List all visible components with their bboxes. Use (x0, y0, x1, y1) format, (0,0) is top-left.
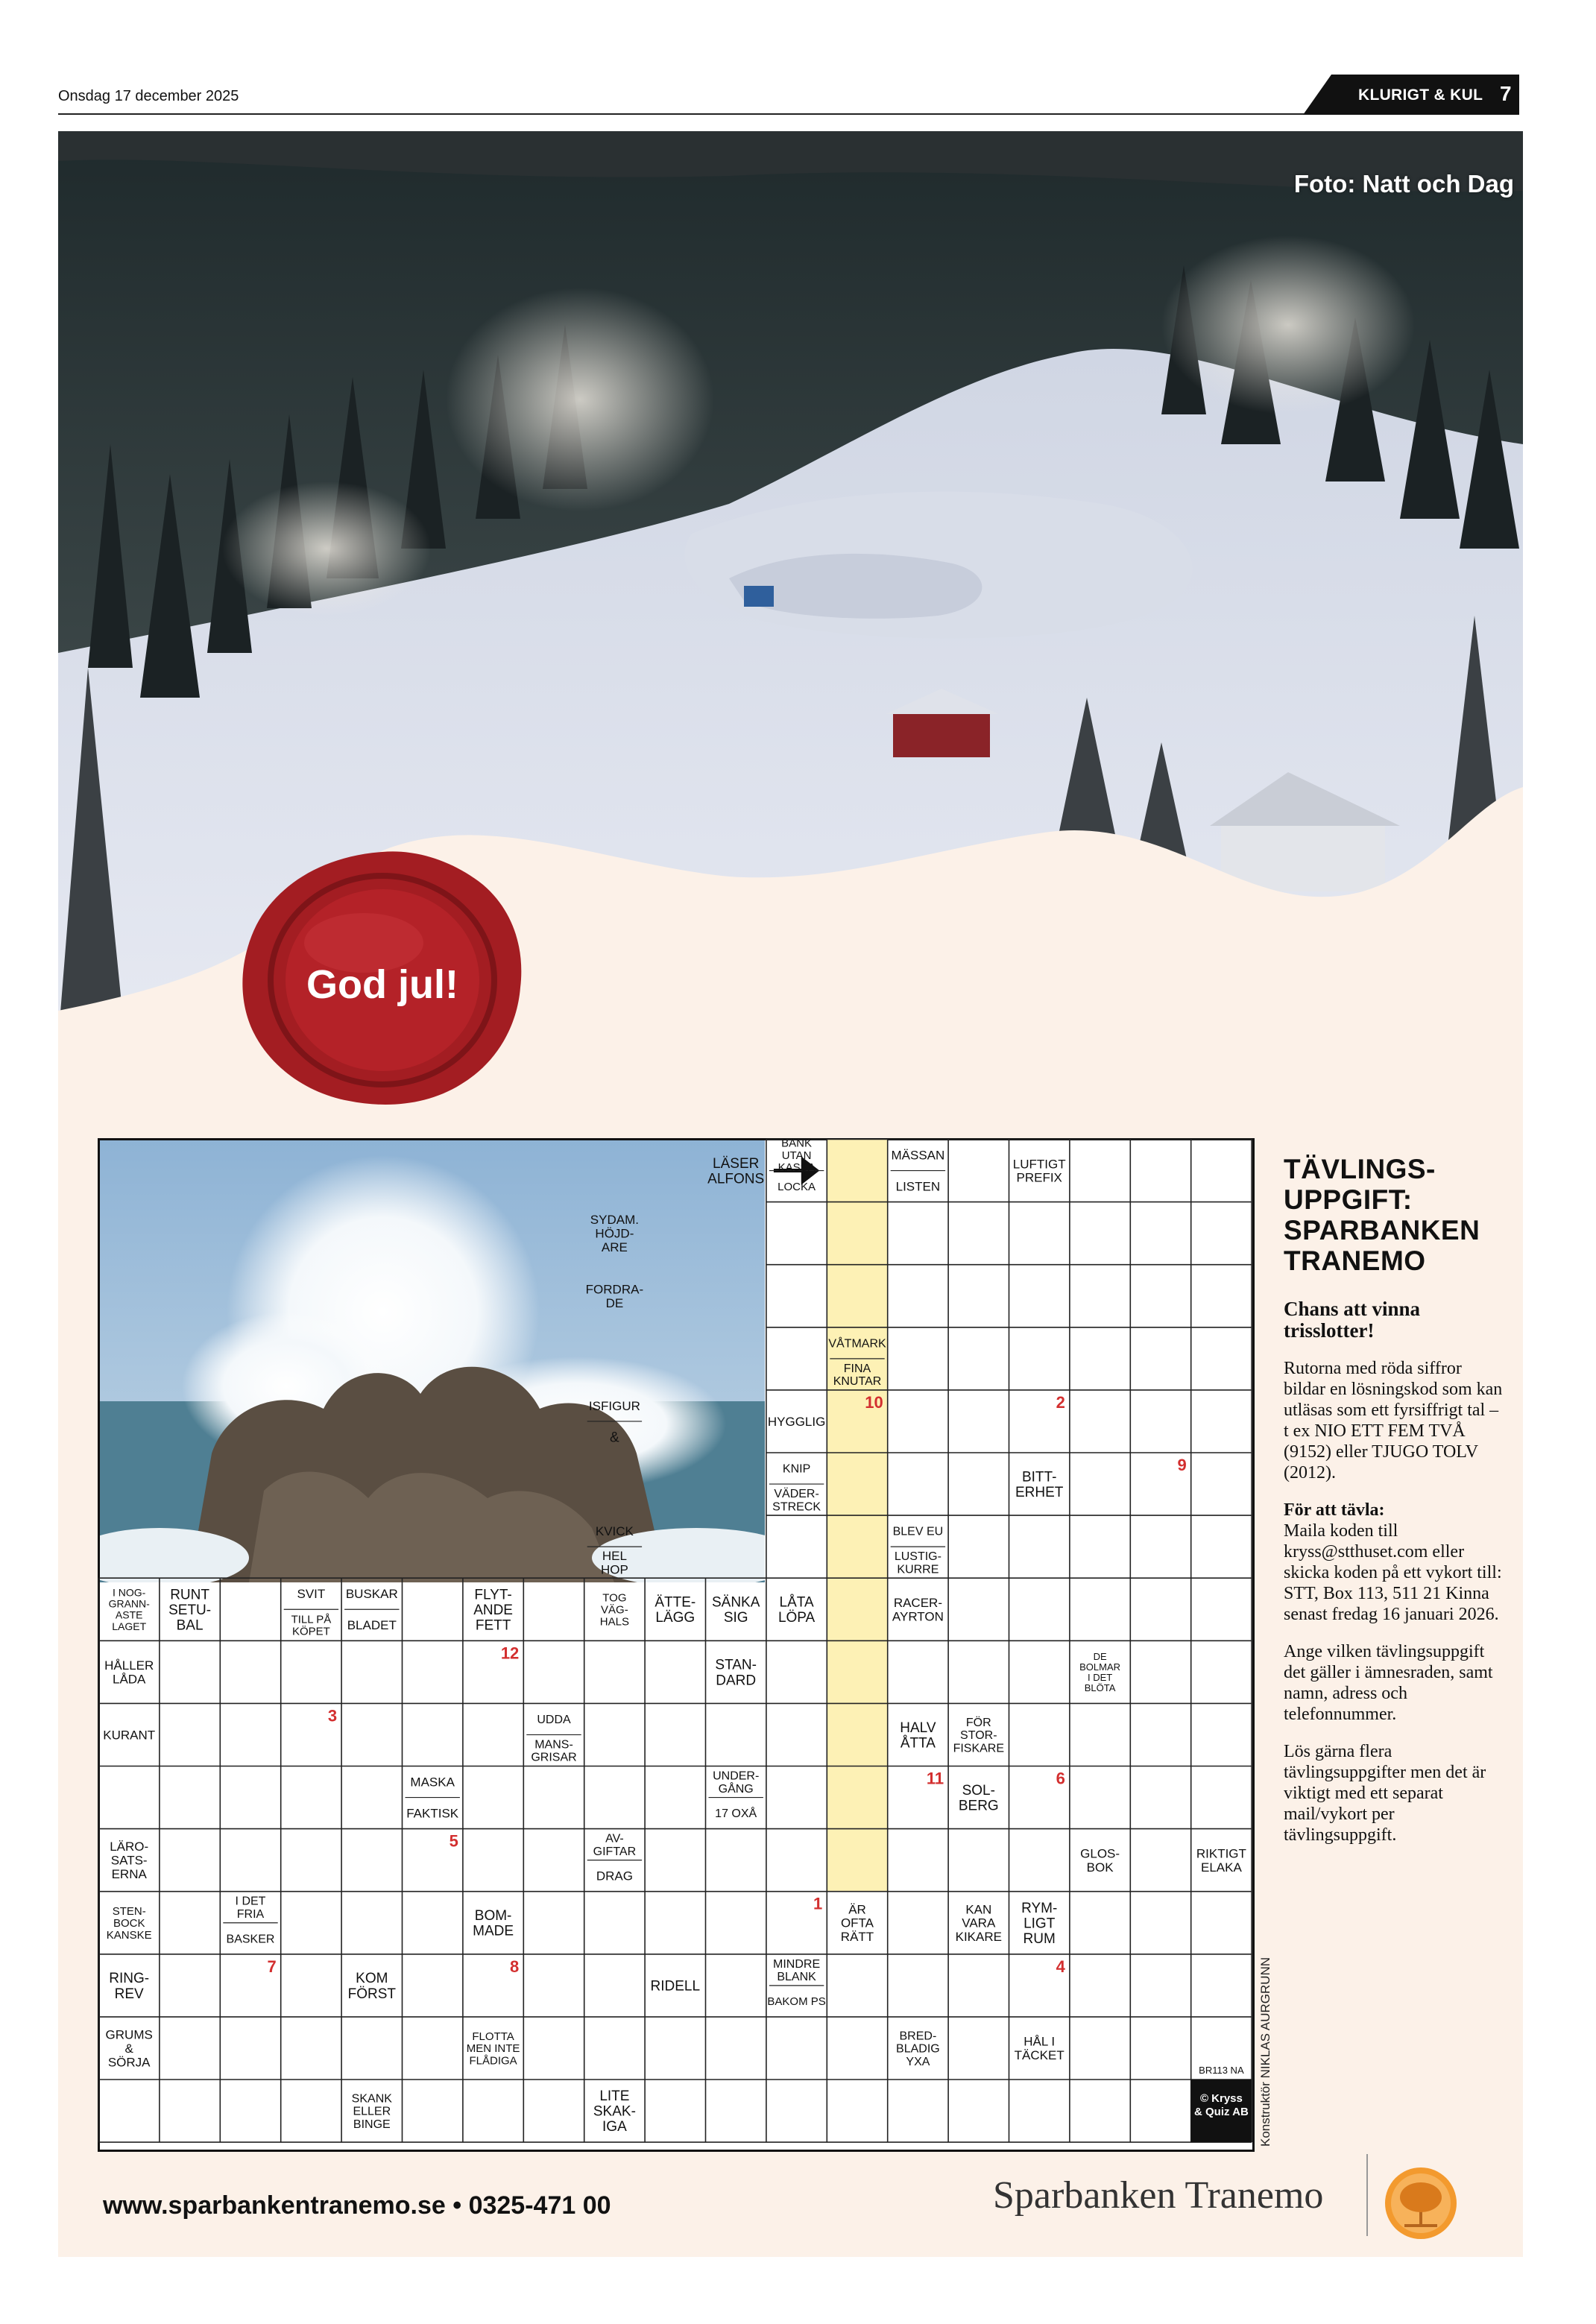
solution-number: 3 (327, 1706, 338, 1725)
solution-number: 7 (267, 1957, 277, 1976)
clue-line: KVICK (595, 1524, 634, 1539)
entry-instructions: Maila koden till kryss@stthuset.com eller skicka koden på ett vykort till: STT, Box 113, 511 21 Kinna senast fredag 16 januari 2026. (1284, 1521, 1502, 1624)
solution-number: 4 (1056, 1957, 1065, 1976)
clue-line: TOG (602, 1591, 627, 1605)
clue-text (346, 1587, 398, 1601)
clue-text (767, 1995, 825, 2008)
clue-line: GÅNG (718, 1782, 754, 1796)
clue-text (106, 2028, 153, 2070)
clue-line: SKANK (351, 2092, 392, 2106)
clue-line: RYM- (1021, 1900, 1058, 1916)
clue-text (596, 1524, 634, 1538)
clue-line: ALFONS (707, 1171, 765, 1187)
clue-text (600, 1591, 629, 1628)
clue-text (841, 1902, 874, 1944)
clue-line: BUSKAR (345, 1587, 398, 1602)
title-line: TRANEMO (1284, 1245, 1426, 1276)
clue-text (410, 1775, 455, 1789)
clue-line: UNDER- (713, 1769, 760, 1783)
clue-line: LÖPA (778, 1610, 816, 1626)
clue-text (586, 1283, 643, 1310)
clue-text (956, 1902, 1002, 1944)
clue-text (610, 1430, 619, 1446)
clue-text (236, 1895, 266, 1921)
clue-line: FINA (843, 1362, 871, 1375)
clue-line: IGA (602, 2119, 627, 2135)
clue-line: ANDE (473, 1602, 513, 1618)
clue-text (531, 1738, 576, 1763)
clue-line: RUNT (170, 1587, 209, 1603)
contest-subtitle: Chans att vinna trisslotter! (1284, 1298, 1421, 1342)
clue-text (103, 1728, 155, 1742)
clue-line: UDDA (537, 1714, 571, 1727)
clue-line: SVIT (297, 1587, 326, 1602)
clue-text (473, 1587, 513, 1633)
clue-line: BAKOM PS (767, 1995, 826, 2009)
solution-number: 9 (1177, 1456, 1187, 1474)
clue-text (1015, 1469, 1064, 1500)
clue-line: BINGE (353, 2118, 391, 2131)
page-number: 7 (1500, 82, 1512, 105)
clue-line: SYDAM. (590, 1213, 639, 1228)
clue-line: MÄSSAN (891, 1148, 945, 1163)
contest-rules: Rutorna med röda siffror bildar en lösningskod som kan utläsas som ett fyrsiffrigt tal – t ex NIO ETT FEM TVÅ (9152) eller TJUGO TOLV (2012). (1284, 1359, 1503, 1483)
clue-line: KASSA (778, 1161, 816, 1174)
clue-line: & (610, 1430, 619, 1446)
clue-line: BAL (176, 1617, 204, 1634)
clue-line: MEN INTE (466, 2042, 520, 2056)
clue-text (900, 1720, 936, 1752)
solution-number: 8 (510, 1957, 520, 1976)
clue-line: OFTA (840, 1916, 874, 1930)
clue-text (707, 1156, 764, 1187)
clue-line: ÄR (848, 1902, 866, 1917)
clue-text (892, 1596, 944, 1623)
clue-text (537, 1714, 571, 1726)
clue-text (712, 1595, 760, 1626)
clue-line: LUSTIG- (894, 1550, 941, 1564)
clue-text (1015, 2035, 1064, 2062)
clue-line: VÄG- (601, 1603, 628, 1617)
title-line: UPPGIFT: (1284, 1184, 1413, 1215)
clue-line: BLADET (347, 1618, 397, 1633)
clue-line: BRED- (899, 2030, 937, 2043)
section-label: KLURIGT & KUL (1358, 86, 1483, 104)
clue-line: HÖJD- (595, 1226, 634, 1241)
clue-line: I NOG- (113, 1586, 146, 1599)
contest-sidebar (1284, 1154, 1507, 1862)
solution-number: 11 (926, 1769, 944, 1788)
clue-text (778, 1138, 816, 1174)
clue-text (593, 2088, 636, 2135)
clue-text (348, 1971, 397, 2002)
clue-line: TILL PÅ (291, 1613, 332, 1626)
clue-text (110, 1840, 148, 1881)
clue-line: ERNA (111, 1866, 147, 1881)
clue-line: FÖRST (347, 1986, 396, 2002)
clue-text (715, 1806, 757, 1820)
clue-line: GRISAR (531, 1751, 577, 1764)
clue-line: ERHET (1015, 1484, 1064, 1500)
clue-line: FLOTTA (472, 2030, 514, 2043)
clue-line: RING- (109, 1971, 150, 1987)
clue-text (347, 1618, 397, 1632)
solution-number: 2 (1056, 1392, 1065, 1412)
solution-number: 12 (500, 1643, 520, 1663)
solution-number: 6 (1056, 1769, 1065, 1788)
header-rule (58, 113, 1519, 115)
footer-divider (1366, 2154, 1368, 2236)
clue-line: LIGT (1023, 1916, 1056, 1932)
clue-line: LOCKA (778, 1180, 816, 1193)
bank-tree-logo-icon (1384, 2166, 1458, 2241)
clue-line: ÅTTA (900, 1735, 936, 1752)
clue-line: BOK (1086, 1860, 1114, 1875)
clue-line: ARE (601, 1240, 628, 1254)
clue-line: SÖRJA (107, 2055, 151, 2070)
solution-number: 1 (813, 1894, 823, 1913)
clue-text (895, 1550, 941, 1576)
clue-line: BANK (781, 1138, 813, 1150)
clue-line: HÅL I (1023, 2034, 1056, 2049)
clue-text (896, 1180, 941, 1194)
clue-text (896, 2030, 940, 2068)
clue-line: HEL (602, 1548, 627, 1563)
solution-number: 10 (865, 1392, 883, 1412)
clue-text (291, 1613, 332, 1638)
multiple-entries-note: Lös gärna flera tävlingsuppgifter men det är viktigt med ett separat mail/vykort per tävlingsuppgift. (1284, 1742, 1486, 1845)
clue-text (783, 1463, 810, 1476)
clue-line: HYGGLIG (767, 1414, 826, 1429)
clue-text (1021, 1901, 1057, 1947)
clue-line: SKAK- (593, 2103, 636, 2120)
clue-text (104, 1658, 154, 1686)
clue-line: MANS- (534, 1738, 573, 1752)
clue-text (778, 1181, 816, 1193)
clue-line: ISFIGUR (588, 1398, 640, 1413)
clue-text (109, 1586, 151, 1632)
seal-greeting: God jul! (306, 962, 458, 1007)
title-line: TÄVLINGS- (1284, 1154, 1436, 1184)
clue-text (893, 1526, 944, 1538)
clue-text (953, 1716, 1004, 1755)
clue-line: ASTE (115, 1608, 143, 1621)
clue-line: REV (114, 1986, 144, 2002)
issue-date: Onsdag 17 december 2025 (58, 88, 239, 104)
solution-number: 5 (449, 1831, 458, 1851)
clue-text (593, 1833, 636, 1858)
publisher-line: © Kryss (1199, 2092, 1243, 2105)
clue-line: GIFTAR (593, 1845, 637, 1858)
clue-text (1013, 1157, 1066, 1184)
clue-text (109, 1971, 149, 2002)
clue-text (773, 1958, 820, 1983)
bank-contact[interactable]: www.sparbankentranemo.se • 0325-471 00 (103, 2191, 611, 2220)
clue-line: LISTEN (895, 1179, 941, 1194)
clue-line: KÖPET (291, 1625, 330, 1638)
clue-line: SOL- (962, 1782, 995, 1799)
title-line: SPARBANKEN (1284, 1215, 1480, 1245)
clue-text (168, 1587, 211, 1633)
clue-text (352, 2092, 393, 2131)
contest-title (1284, 1154, 1507, 1276)
clue-line: 17 OXÅ (715, 1807, 757, 1821)
clue-line: BERG (958, 1798, 999, 1814)
clue-line: BOM- (474, 1908, 512, 1924)
clue-line: BLANK (777, 1971, 816, 1984)
clue-line: VARA (962, 1916, 996, 1930)
clue-line: PREFIX (1016, 1170, 1062, 1185)
clue-line: DARD (716, 1673, 757, 1689)
clue-line: YXA (906, 2055, 930, 2068)
clue-line: SÄNKA (711, 1594, 760, 1611)
clue-line: DRAG (596, 1869, 633, 1883)
clue-line: KURANT (103, 1728, 156, 1743)
clue-line: LÅDA (112, 1672, 146, 1687)
clue-line: FLÅDIGA (469, 2054, 517, 2068)
clue-line: FRIA (236, 1907, 265, 1921)
clue-line: LÄGG (655, 1610, 696, 1626)
clue-line: BOCK (113, 1917, 145, 1930)
clue-text (1080, 1846, 1120, 1874)
subject-instructions: Ange vilken tävlingsuppgift det gäller i ämnesraden, samt namn, adress och telefonnummer. (1284, 1642, 1493, 1724)
bank-name: Sparbanken Tranemo (993, 2174, 1324, 2217)
clue-line: KIKARE (955, 1930, 1002, 1945)
clue-line: ÄTTE- (655, 1594, 696, 1611)
clue-text (1196, 1846, 1246, 1874)
clue-line: FORDRA- (585, 1282, 644, 1297)
clue-line: STRECK (772, 1500, 821, 1514)
clue-line: LUFTIGT (1012, 1157, 1066, 1172)
clue-line: BLADIG (896, 2042, 940, 2056)
clue-text (590, 1213, 639, 1254)
clue-text (892, 1148, 945, 1162)
clue-text (467, 2030, 520, 2067)
clue-line: HOP (600, 1562, 628, 1577)
clue-line: ELAKA (1200, 1860, 1242, 1875)
clue-line: SATS- (110, 1853, 148, 1868)
clue-line: FÖR (965, 1716, 991, 1729)
clue-line: MADE (473, 1923, 514, 1939)
entry-heading: För att tävla: (1284, 1500, 1385, 1520)
clue-text (655, 1595, 696, 1626)
clue-line: AV- (605, 1832, 624, 1845)
clue-line: FAKTISK (406, 1806, 459, 1821)
clue-line: TÄCKET (1014, 2048, 1064, 2063)
clue-line: LÅTA (779, 1594, 814, 1611)
clue-text (227, 1933, 275, 1945)
clue-line: RIKTIGT (1196, 1846, 1246, 1861)
clue-line: STOR- (960, 1729, 997, 1743)
publisher-line: & Quiz AB (1194, 2106, 1249, 2118)
clue-line: GLOS- (1080, 1846, 1120, 1861)
clue-line: HALS (599, 1615, 629, 1629)
clue-line: DE (1093, 1650, 1107, 1662)
clue-line: BITT- (1021, 1469, 1057, 1485)
clue-text (297, 1587, 326, 1601)
clue-line: KNIP (782, 1462, 811, 1476)
clue-line: KAN (965, 1902, 992, 1917)
clue-line: GRUMS (105, 2027, 153, 2042)
clue-line: UTAN (781, 1149, 812, 1162)
clue-text (107, 1905, 152, 1942)
clue-text (828, 1336, 886, 1350)
clue-line: GRANN- (108, 1597, 150, 1610)
clue-text (596, 1869, 633, 1883)
clue-line: VÅTMARK (828, 1337, 886, 1351)
clue-line: I DET (1087, 1671, 1113, 1683)
clue-line: LÄSER (713, 1155, 760, 1172)
clue-text (406, 1807, 459, 1821)
clue-line: KOM (356, 1971, 388, 1987)
clue-line: HÅLLER (104, 1658, 154, 1673)
clue-text (601, 1549, 628, 1576)
clue-line: RIDELL (650, 1978, 701, 1995)
clue-line: FETT (475, 1617, 511, 1634)
clue-text (715, 1658, 757, 1689)
crossword-constructor: Konstruktör NIKLAS AURGRUNN (1258, 1957, 1272, 2147)
clue-line: MINDRE (773, 1957, 821, 1971)
clue-line: FLYT- (474, 1587, 512, 1603)
clue-text (1079, 1651, 1120, 1693)
clue-line: STEN- (112, 1904, 146, 1918)
publisher-mark (1194, 2092, 1249, 2118)
clue-line: DE (605, 1295, 624, 1310)
clue-line: BOLMAR (1079, 1661, 1121, 1673)
clue-line: KURRE (897, 1563, 939, 1576)
clue-text (778, 1595, 816, 1626)
clue-line: HALV (900, 1720, 936, 1736)
clue-text (473, 1908, 514, 1939)
clue-line: VÄDER- (774, 1488, 819, 1501)
clue-line: & (124, 2041, 133, 2056)
clue-text (768, 1415, 825, 1429)
clue-line: STAN- (715, 1657, 757, 1673)
clue-line: RACER- (893, 1596, 942, 1611)
clue-line: LAGET (112, 1620, 147, 1632)
clue-line: AYRTON (892, 1609, 944, 1624)
photo-credit: Foto: Natt och Dag (1293, 170, 1514, 198)
clue-line: KNUTAR (833, 1375, 882, 1389)
clue-text (589, 1399, 640, 1413)
clue-line: RUM (1023, 1930, 1056, 1947)
clue-text (772, 1487, 821, 1513)
clue-line: SIG (723, 1610, 748, 1626)
clue-line: LÄRO- (110, 1840, 149, 1854)
clue-line: BLEV EU (892, 1525, 944, 1538)
clue-line: SETU- (168, 1602, 212, 1618)
crossword-grid (98, 1138, 1252, 2150)
clue-line: RÄTT (840, 1930, 874, 1945)
clue-line: ELLER (353, 2105, 391, 2118)
clue-line: MASKA (410, 1775, 455, 1790)
puzzle-code: BR113 NA (1199, 2065, 1244, 2076)
clue-line: BLÖTA (1084, 1682, 1116, 1693)
clue-line: FISKARE (953, 1742, 1005, 1755)
clue-line: BASKER (226, 1933, 275, 1946)
clue-line: I DET (235, 1895, 266, 1908)
clue-text (651, 1979, 701, 1995)
clue-text (713, 1769, 759, 1795)
clue-line: KANSKE (106, 1929, 152, 1942)
clue-text (959, 1783, 999, 1814)
clue-line: LITE (599, 2088, 630, 2105)
